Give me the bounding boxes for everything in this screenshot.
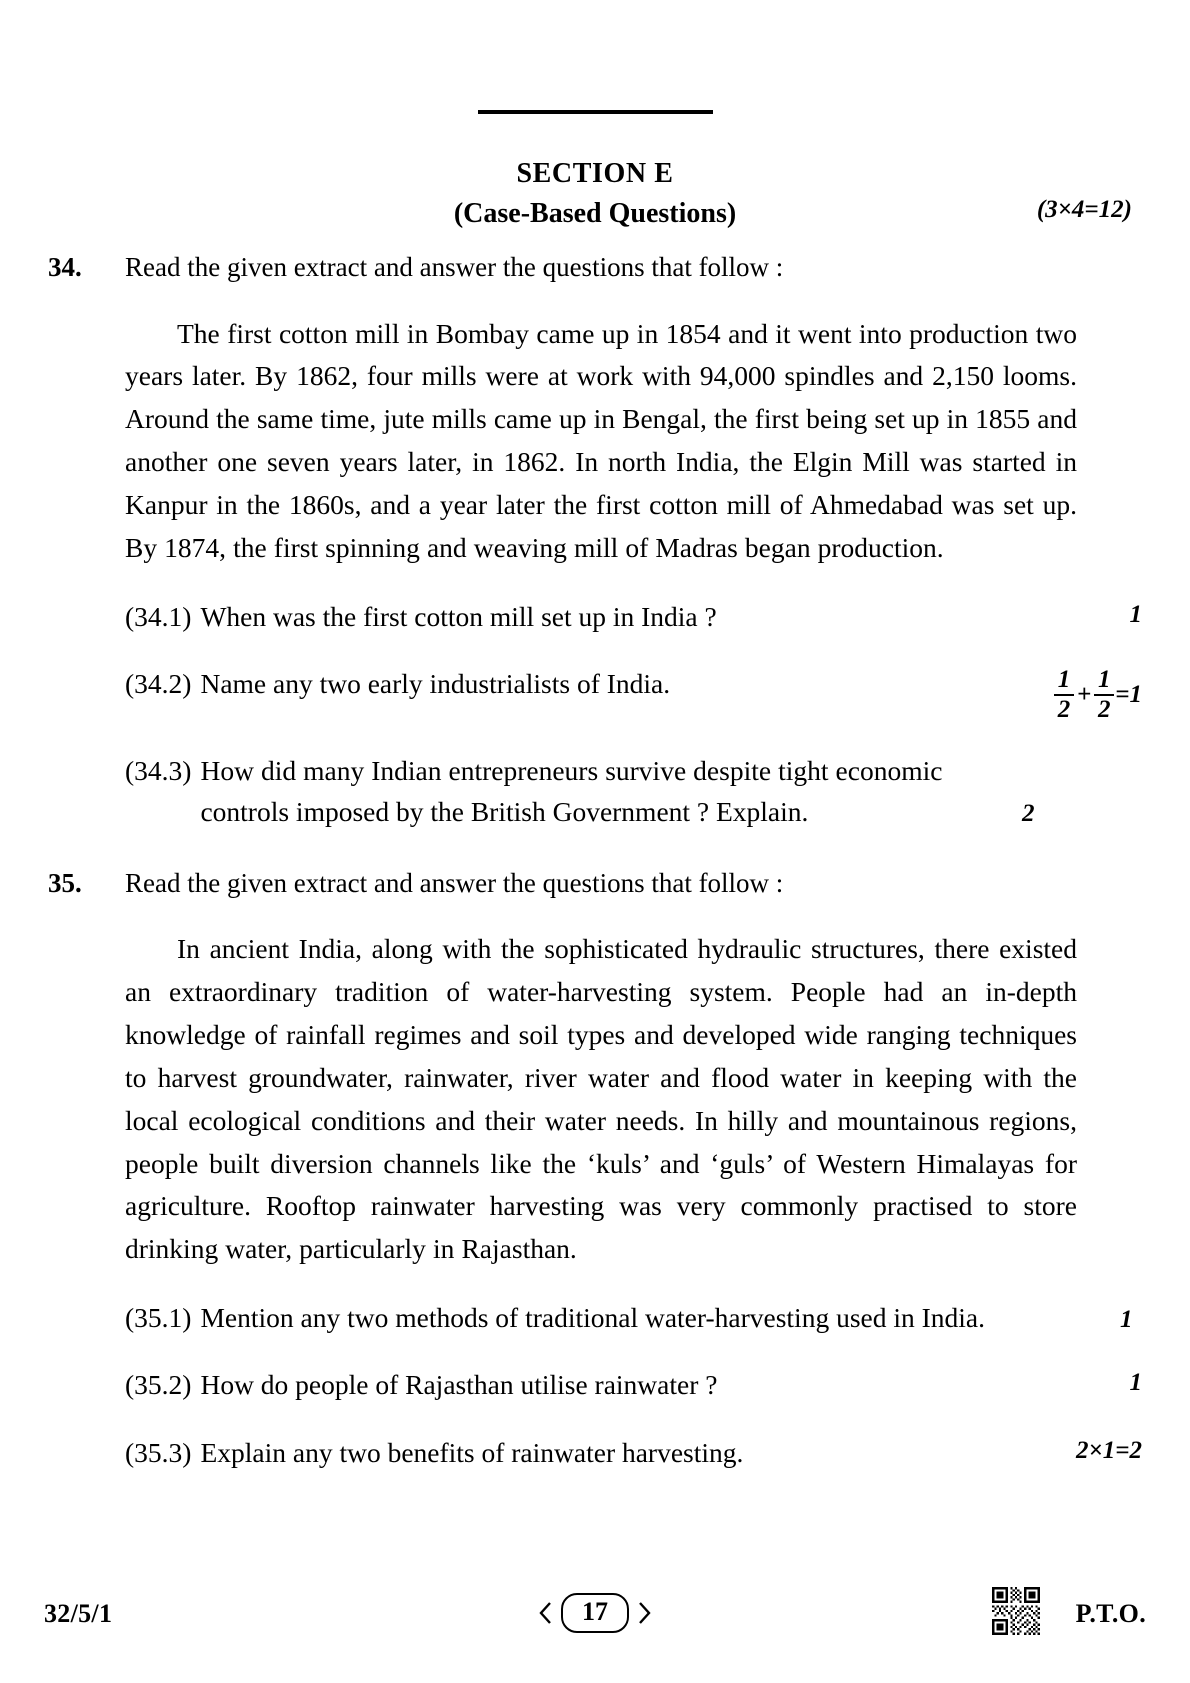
fraction-first-numerator: 1 <box>1057 666 1071 694</box>
page-number: 17 <box>561 1593 629 1634</box>
subquestion-34-3-text: How did many Indian entrepreneurs survive despite tight economic controls imposed by the British Government ? Explain. <box>200 755 943 828</box>
subquestion-35-1-label: (35.1) <box>125 1302 192 1334</box>
subquestion-34-3-label: (34.3) <box>125 755 192 787</box>
question-35-passage: In ancient India, along with the sophisticated hydraulic structures, there existed an extraordinary tradition of water-harvesting system. People had an in-depth knowledge of rainfall regimes and soil types and developed wide ranging techniques to harvest groundwater, rainwater, river water and flood water in keeping with the local ecological conditions and their water needs. In hilly and mountainous regions, people built diversion channels like the ‘kuls’ and ‘guls’ of Western Himalayas for agriculture. Rooftop rainwater harvesting was very commonly practised to store drinking water, particularly in Rajasthan. <box>125 933 1077 1265</box>
subquestion-35-2-marks: 1 <box>1129 1369 1142 1397</box>
subquestion-34-1-marks: 1 <box>1129 600 1142 628</box>
subquestion-35-2-label: (35.2) <box>125 1369 192 1401</box>
page-number-group <box>539 1593 651 1634</box>
question-34-passage: The first cotton mill in Bombay came up in 1854 and it went into production two years later. By 1862, four mills were at work with 94,000 spindles and 2,150 looms. Around the same time, jute mills came up in Bengal, the first being set up in 1855 and another one seven years later, in 1862. In north India, the Elgin Mill was started in Kanpur in the 1860s, and a year later the first cotton mill of Ahmedabad was set up. By 1874, the first spinning and weaving mill of Madras began production. <box>125 317 1077 563</box>
spacer <box>48 724 1142 750</box>
subquestion-34-1-label: (34.1) <box>125 600 192 632</box>
subquestion-35-1-marks: 1 <box>1119 1305 1133 1333</box>
subquestion-34-3-marks: 2 <box>1021 800 1035 828</box>
fraction-first <box>1054 667 1074 722</box>
subquestion-35-2-text: How do people of Rajasthan utilise rainwater ? <box>200 1369 718 1401</box>
chevron-right-icon <box>638 1602 651 1624</box>
section-heading <box>0 158 1190 230</box>
paper-code: 32/5/1 <box>44 1599 113 1628</box>
question-34-row <box>48 247 1142 288</box>
subquestion-34-2 <box>125 663 1142 724</box>
section-marks: (3×4=12) <box>1036 196 1132 223</box>
fraction-second-denominator: 2 <box>1098 695 1111 723</box>
fraction-result: =1 <box>1115 681 1142 709</box>
divider-line <box>478 110 713 114</box>
chevron-left-icon <box>539 1602 552 1624</box>
spacer <box>48 1271 1142 1297</box>
subquestion-34-2-text: Name any two early industrialists of India. <box>200 668 671 700</box>
question-34-number: 34. <box>48 252 82 282</box>
question-35-row <box>48 863 1142 904</box>
subquestion-35-2 <box>125 1364 1142 1405</box>
subquestion-35-3 <box>125 1432 1142 1473</box>
subquestion-34-2-marks <box>1050 663 1142 724</box>
spacer <box>48 1406 1142 1432</box>
subquestion-35-3-text: Explain any two benefits of rainwater harvesting. <box>200 1436 744 1468</box>
fraction-expression <box>1053 667 1142 722</box>
question-34-stem: Read the given extract and answer the questions that follow : <box>125 252 784 282</box>
qr-code-icon <box>992 1587 1040 1635</box>
subquestion-35-1 <box>125 1297 1142 1338</box>
question-35-stem: Read the given extract and answer the questions that follow : <box>125 867 784 898</box>
subquestion-34-3 <box>125 750 1142 833</box>
fraction-operator: + <box>1077 681 1092 709</box>
fraction-second-numerator: 1 <box>1098 666 1111 694</box>
subquestion-35-1-text: Mention any two methods of traditional water-harvesting used in India. <box>200 1302 985 1334</box>
subquestion-34-2-label: (34.2) <box>125 668 192 700</box>
spacer <box>48 1338 1142 1364</box>
pto-label: P.T.O. <box>1075 1599 1146 1628</box>
spacer <box>48 637 1142 663</box>
question-35-number: 35. <box>48 867 82 898</box>
fraction-second <box>1094 667 1114 722</box>
section-subtitle: (Case-Based Questions) <box>453 198 737 229</box>
subquestion-35-3-marks: 2×1=2 <box>1076 1436 1142 1464</box>
subquestion-35-3-label: (35.3) <box>125 1436 192 1468</box>
fraction-first-denominator: 2 <box>1057 695 1071 723</box>
spacer <box>48 570 1142 596</box>
subquestion-34-1-text: When was the first cotton mill set up in India ? <box>200 600 717 632</box>
top-divider <box>0 110 1190 114</box>
page-footer <box>44 1573 1146 1631</box>
page-content <box>48 247 1142 1473</box>
spacer <box>48 833 1142 863</box>
section-title: SECTION E <box>516 158 674 189</box>
subquestion-34-1 <box>125 596 1142 637</box>
